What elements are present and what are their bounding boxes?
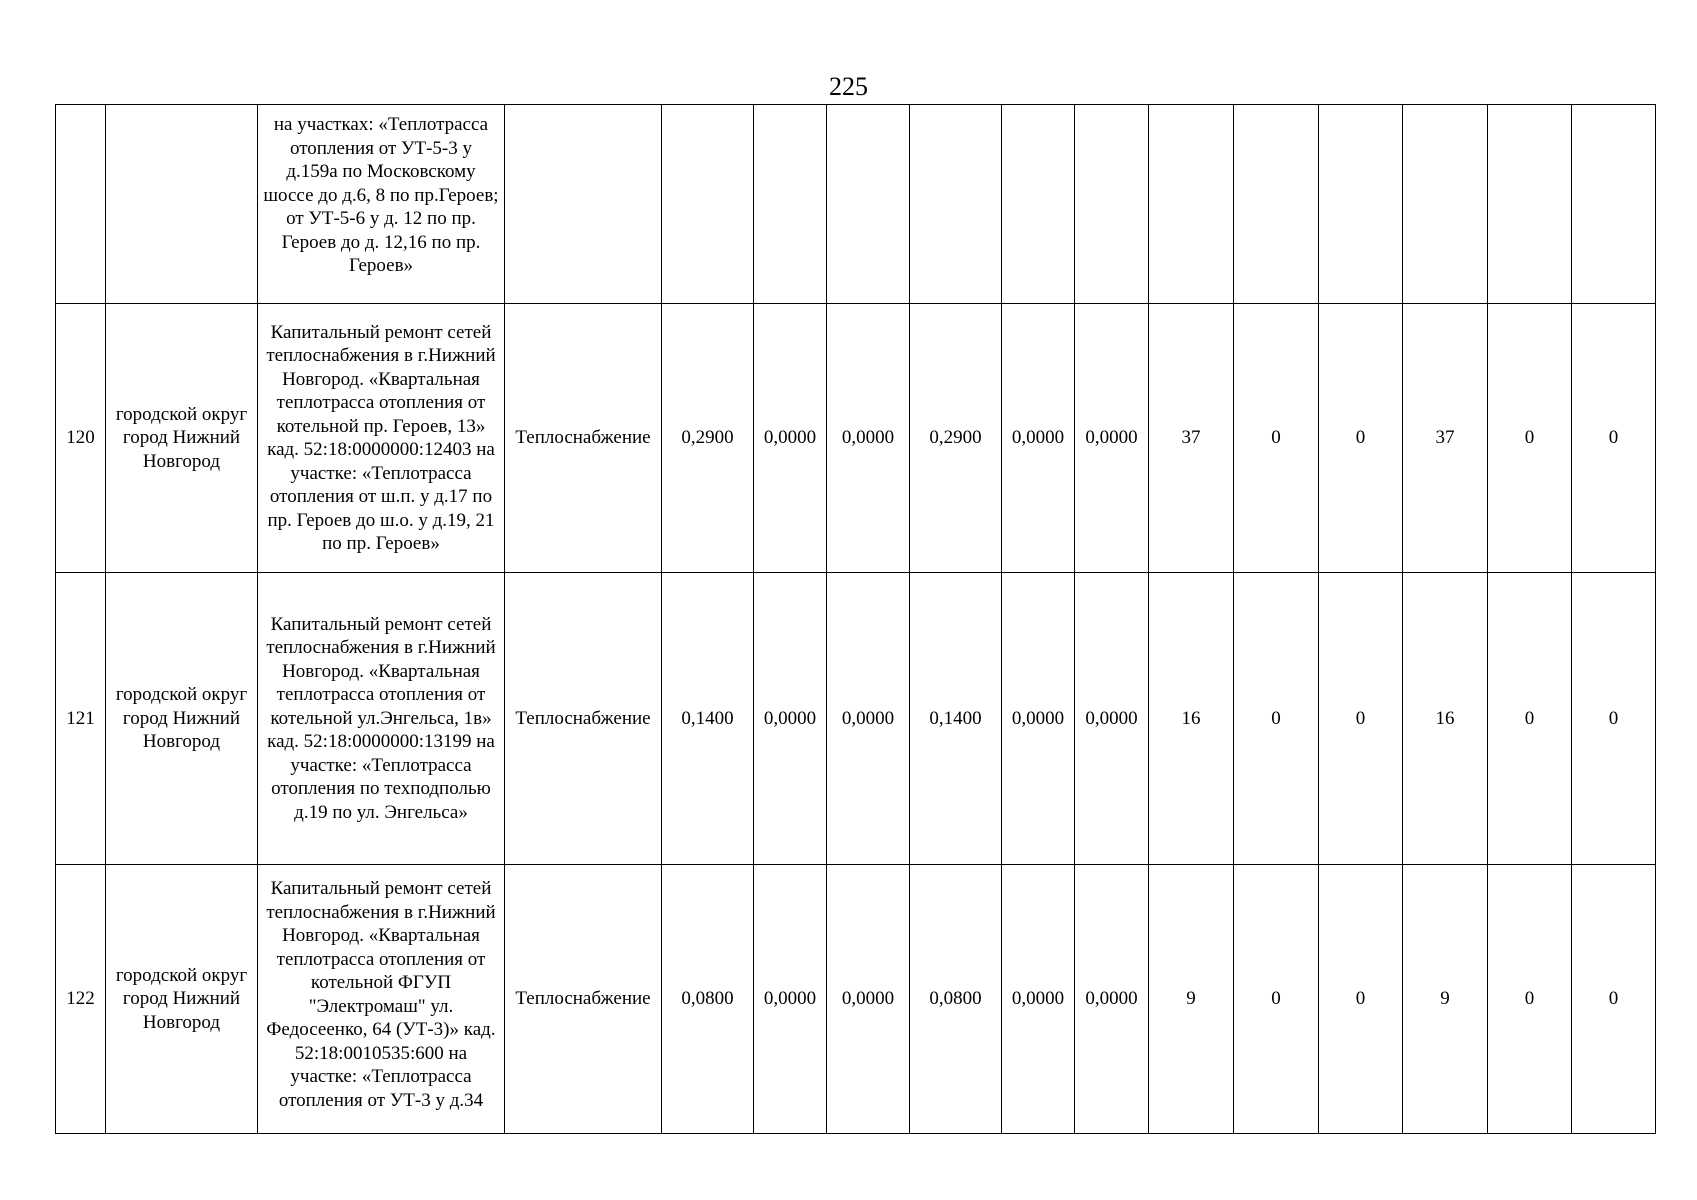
value-cell: 0 (1488, 304, 1572, 573)
value-cell: 0,0000 (1075, 304, 1149, 573)
value-cell: 9 (1403, 865, 1488, 1134)
row-number: 121 (56, 573, 106, 865)
table-row (56, 573, 1656, 865)
municipality-cell: городской округ город Нижний Новгород (106, 865, 258, 1134)
page-number: 225 (829, 72, 868, 101)
row-number: 120 (56, 304, 106, 573)
value-cell: 0,2900 (662, 304, 754, 573)
value-cell: 0 (1319, 573, 1403, 865)
value-cell: 0,0800 (910, 865, 1002, 1134)
value-cell: 0,0000 (754, 304, 827, 573)
value-cell: 0,0000 (1002, 304, 1075, 573)
municipality-cell: городской округ город Нижний Новгород (106, 304, 258, 573)
value-cell (1149, 105, 1234, 304)
value-cell: 0,0000 (1075, 573, 1149, 865)
value-cell (910, 105, 1002, 304)
value-cell (1075, 105, 1149, 304)
value-cell (1002, 105, 1075, 304)
description-cell: Капитальный ремонт сетей теплоснабжения в г.Нижний Новгород. «Квартальная теплотрасса отопления от котельной ул.Энгельса, 1в» кад. 52:18:0000000:13199 на участке: «Теплотрасса отопления по техподполью д.19 по ул. Энгельса» (258, 573, 505, 865)
value-cell: 0,1400 (662, 573, 754, 865)
value-cell: 0,0000 (754, 865, 827, 1134)
description-cell: Капитальный ремонт сетей теплоснабжения в г.Нижний Новгород. «Квартальная теплотрасса отопления от котельной пр. Героев, 13» кад. 52:18:0000000:12403 на участке: «Теплотрасса отопления от ш.п. у д.17 по пр. Героев до ш.о. у д.19, 21 по пр. Героев» (258, 304, 505, 573)
value-cell: 0,0000 (1075, 865, 1149, 1134)
municipality-cell (106, 105, 258, 304)
value-cell: 9 (1149, 865, 1234, 1134)
value-cell: 0 (1572, 865, 1656, 1134)
sector-cell: Теплоснабжение (505, 865, 662, 1134)
value-cell: 16 (1149, 573, 1234, 865)
value-cell: 0,0000 (1002, 865, 1075, 1134)
sector-cell (505, 105, 662, 304)
value-cell: 0 (1488, 573, 1572, 865)
table-row (56, 105, 1656, 304)
description-cell: на участках: «Теплотрасса отопления от УТ-5-3 у д.159а по Московскому шоссе до д.6, 8 по пр.Героев; от УТ-5-6 у д. 12 по пр. Героев до д. 12,16 по пр. Героев» (258, 105, 505, 304)
value-cell: 0,0000 (827, 304, 910, 573)
value-cell: 37 (1403, 304, 1488, 573)
value-cell (1319, 105, 1403, 304)
value-cell: 0,0000 (754, 573, 827, 865)
value-cell (754, 105, 827, 304)
sector-cell: Теплоснабжение (505, 573, 662, 865)
value-cell (1403, 105, 1488, 304)
value-cell: 0 (1572, 573, 1656, 865)
value-cell: 0 (1572, 304, 1656, 573)
table-row (56, 304, 1656, 573)
value-cell: 0 (1488, 865, 1572, 1134)
description-cell: Капитальный ремонт сетей теплоснабжения в г.Нижний Новгород. «Квартальная теплотрасса отопления от котельной ФГУП "Электромаш" ул. Федосеенко, 64 (УТ-3)» кад. 52:18:0010535:600 на участке: «Теплотрасса отопления от УТ-3 у д.34 (258, 865, 505, 1134)
value-cell: 16 (1403, 573, 1488, 865)
municipality-cell: городской округ город Нижний Новгород (106, 573, 258, 865)
row-number (56, 105, 106, 304)
value-cell: 0,0800 (662, 865, 754, 1134)
value-cell: 0 (1234, 304, 1319, 573)
value-cell (1234, 105, 1319, 304)
value-cell: 0,2900 (910, 304, 1002, 573)
value-cell (1572, 105, 1656, 304)
value-cell: 0 (1234, 573, 1319, 865)
table-row (56, 865, 1656, 1134)
value-cell: 0 (1319, 865, 1403, 1134)
value-cell: 0,0000 (827, 573, 910, 865)
value-cell (827, 105, 910, 304)
investment-table (55, 104, 1656, 1134)
value-cell: 0,0000 (1002, 573, 1075, 865)
value-cell (662, 105, 754, 304)
value-cell: 0,0000 (827, 865, 910, 1134)
value-cell: 0,1400 (910, 573, 1002, 865)
value-cell: 37 (1149, 304, 1234, 573)
value-cell: 0 (1319, 304, 1403, 573)
value-cell (1488, 105, 1572, 304)
value-cell: 0 (1234, 865, 1319, 1134)
sector-cell: Теплоснабжение (505, 304, 662, 573)
row-number: 122 (56, 865, 106, 1134)
